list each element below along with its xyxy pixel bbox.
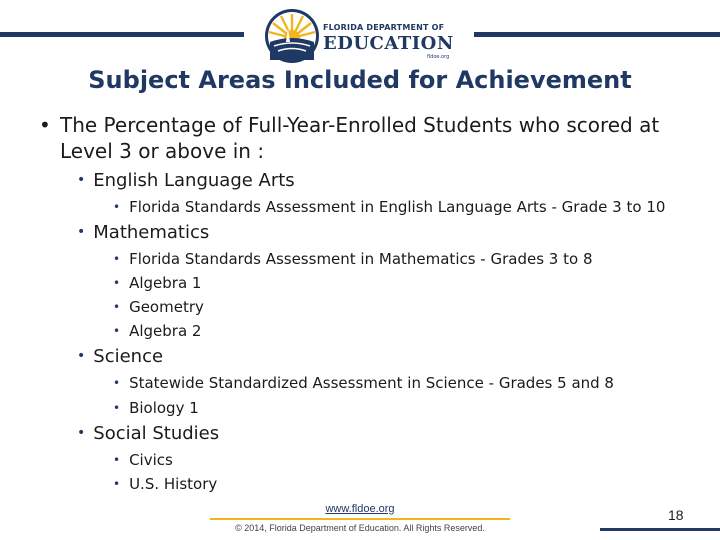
bullet-icon: •: [77, 224, 86, 240]
list-item: [113, 250, 593, 268]
subject-mathematics: [77, 222, 209, 243]
list-item: [113, 322, 201, 340]
list-item: [113, 399, 199, 417]
bullet-icon: •: [77, 172, 86, 188]
header-rule-right: [474, 32, 720, 37]
footer-website-link[interactable]: www.fldoe.org: [325, 503, 395, 515]
logo-text-department: FLORIDA DEPARTMENT OF: [323, 23, 445, 32]
subject-name: Science: [93, 346, 164, 367]
list-item: [113, 475, 217, 493]
bullet-icon: •: [113, 324, 121, 338]
page-number: 18: [668, 507, 684, 523]
logo-text-education: EDUCATION: [323, 33, 454, 54]
list-item: [113, 274, 201, 292]
header-rule-left: [0, 32, 244, 37]
list-item: [113, 451, 173, 469]
list-item-text: Florida Standards Assessment in Mathematics - Grades 3 to 8: [129, 250, 593, 268]
list-item-text: Biology 1: [129, 399, 199, 417]
bullet-icon: •: [113, 453, 121, 467]
bullet-icon: •: [39, 113, 51, 137]
bullet-icon: •: [77, 425, 86, 441]
bullet-icon: •: [113, 300, 121, 314]
page-title: Subject Areas Included for Achievement: [88, 66, 632, 94]
subject-name: Mathematics: [93, 222, 210, 243]
bullet-icon: •: [113, 252, 121, 266]
subject-ela: [77, 170, 295, 191]
subject-name: English Language Arts: [93, 170, 295, 191]
footer-divider: [210, 518, 510, 520]
list-item-text: U.S. History: [129, 475, 218, 493]
bullet-icon: •: [113, 376, 121, 390]
list-item-text: Algebra 2: [129, 322, 202, 340]
logo-text-url: fldoe.org: [427, 54, 450, 60]
subject-name: Social Studies: [93, 423, 220, 444]
sunrise-seal-icon: [264, 8, 320, 64]
bullet-icon: •: [113, 276, 121, 290]
list-item-text: Algebra 1: [129, 274, 202, 292]
subject-science: [77, 346, 163, 367]
bullet-icon: •: [113, 200, 121, 214]
page-number-rule: [600, 528, 720, 531]
bullet-icon: •: [77, 348, 86, 364]
main-bullet: [39, 112, 682, 164]
list-item: [113, 374, 614, 392]
footer-copyright: © 2014, Florida Department of Education. All Rights Reserved.: [235, 523, 485, 533]
subject-social-studies: [77, 423, 219, 444]
list-item: [113, 198, 665, 216]
bullet-icon: •: [113, 401, 121, 415]
list-item: [113, 298, 204, 316]
list-item-text: Civics: [129, 451, 173, 469]
main-bullet-text: The Percentage of Full-Year-Enrolled Students who scored at Level 3 or above in :: [60, 113, 660, 163]
list-item-text: Florida Standards Assessment in English Language Arts - Grade 3 to 10: [129, 198, 666, 216]
fldoe-logo: [264, 8, 464, 68]
bullet-icon: •: [113, 477, 121, 491]
list-item-text: Statewide Standardized Assessment in Science - Grades 5 and 8: [129, 374, 614, 392]
list-item-text: Geometry: [129, 298, 204, 316]
